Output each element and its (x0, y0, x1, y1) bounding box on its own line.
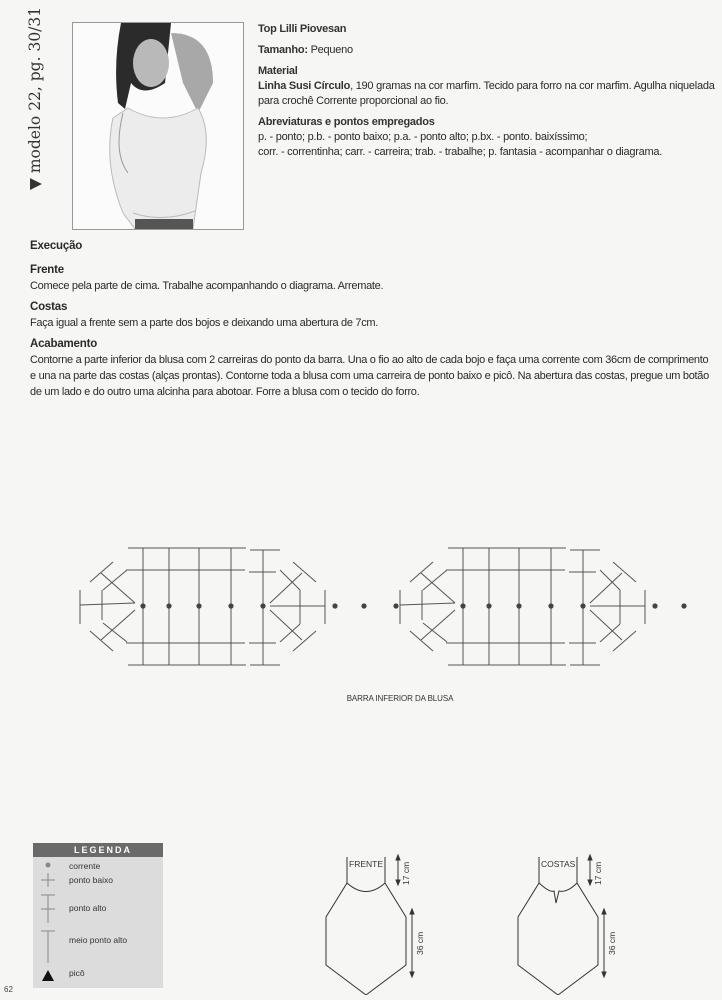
stitch-line (293, 631, 316, 651)
section-text: Contorne a parte inferior da blusa com 2 carreiras do ponto da barra. Una o fio ao alto de cada bojo e faça uma corrente com 36cm de comprimento e una na parte das costas (alças prontas). Contorne toda a blusa com uma carreira de ponto baixo e picô. Na abertura das costas, pregue um botão de um lado e do outro uma alcinha para abotoar. Forre a blusa com o tecido do forro. (30, 354, 709, 398)
page-number: 62 (4, 985, 13, 994)
stitch-line (590, 610, 622, 640)
legend-item: ponto alto (69, 903, 107, 913)
stitch-line (270, 573, 302, 603)
section-heading: Costas (30, 301, 68, 313)
abbreviations: Abreviaturas e pontos empregados p. - ponto; p.b. - ponto baixo; p.a. - ponto alto; p.bx. - ponto. baixíssimo; corr. - correntinha; carr. - carreira; trab. - trabalhe; p. fantasia - acompanhar o diagrama. (258, 116, 663, 158)
stitch-line (270, 610, 302, 640)
stitch-line (590, 573, 622, 603)
stitch-repeat (400, 548, 687, 665)
stitch-repeat (80, 548, 367, 665)
stitch-line (293, 562, 316, 582)
back-label: COSTAS (541, 859, 576, 869)
legend-item: picô (69, 968, 85, 978)
diagram-caption: BARRA INFERIOR DA BLUSA (346, 694, 454, 703)
chain-stitch (196, 603, 201, 608)
stitch-line (423, 623, 447, 642)
chain-stitch (486, 603, 491, 608)
execution-heading: Execução (30, 240, 83, 252)
chain-stitch (260, 603, 265, 608)
section-text: Comece pela parte de cima. Trabalhe acompanhando o diagrama. Arremate. (30, 280, 384, 292)
double-crochet-icon (41, 895, 55, 923)
stitch-line (80, 603, 135, 605)
model-photo (72, 22, 244, 230)
single-crochet-icon (41, 873, 55, 887)
section-text: Faça igual a frente sem a parte dos bojos e deixando uma abertura de 7cm. (30, 317, 379, 329)
instructions (30, 238, 714, 405)
chain-stitch (580, 603, 585, 608)
chain-icon (46, 863, 51, 868)
back-strap-size: 17 cm (593, 861, 603, 885)
stitch-line (90, 631, 113, 651)
half-double-crochet-icon (41, 931, 55, 963)
chain-stitch (361, 603, 366, 608)
stitch-line (613, 562, 636, 582)
chain-stitch (652, 603, 657, 608)
section-heading: Frente (30, 264, 64, 276)
pattern-title: Top Lilli Piovesan (258, 23, 347, 35)
chain-stitch (140, 603, 145, 608)
chain-stitch (681, 603, 686, 608)
section-heading: Acabamento (30, 338, 98, 350)
stitch-line (600, 624, 620, 642)
stitch-diagram (0, 520, 722, 690)
chain-stitch (228, 603, 233, 608)
legend-symbols (33, 857, 63, 988)
stitch-line (280, 624, 300, 642)
legend-title: LEGENDA (33, 843, 163, 857)
size: Tamanho: Pequeno (258, 44, 353, 56)
stitch-line (400, 603, 455, 605)
stitch-line (600, 570, 620, 590)
stitch-line (103, 570, 127, 590)
front-strap-size: 17 cm (401, 861, 411, 885)
stitch-line (103, 623, 127, 642)
chain-stitch (393, 603, 398, 608)
chain-stitch (332, 603, 337, 608)
stitch-line (423, 570, 447, 590)
back-schematic (518, 857, 598, 995)
stitch-line (280, 570, 300, 590)
legend-item: meio ponto alto (69, 935, 128, 945)
front-schematic (326, 857, 406, 995)
pattern-info (258, 22, 720, 166)
back-body-size: 36 cm (607, 931, 617, 955)
legend-box (33, 843, 163, 988)
chain-stitch (460, 603, 465, 608)
model-reference: ▼ modelo 22, pg. 30/31 (26, 6, 44, 190)
front-label: FRENTE (349, 859, 383, 869)
stitch-line (410, 562, 433, 582)
stitch-line (613, 631, 636, 651)
material: Material Linha Susi Círculo, 190 gramas na cor marfim. Tecido para forro na cor marfim. Agulha niquelada para crochê Corrente proporcional ao fio. (258, 65, 715, 107)
picot-icon (42, 970, 54, 981)
legend-item: corrente (69, 861, 101, 871)
legend-item: ponto baixo (69, 875, 113, 885)
chain-stitch (516, 603, 521, 608)
schematics (300, 845, 640, 995)
chain-stitch (548, 603, 553, 608)
chain-stitch (166, 603, 171, 608)
stitch-line (90, 562, 113, 582)
stitch-line (410, 631, 433, 651)
front-body-size: 36 cm (415, 931, 425, 955)
